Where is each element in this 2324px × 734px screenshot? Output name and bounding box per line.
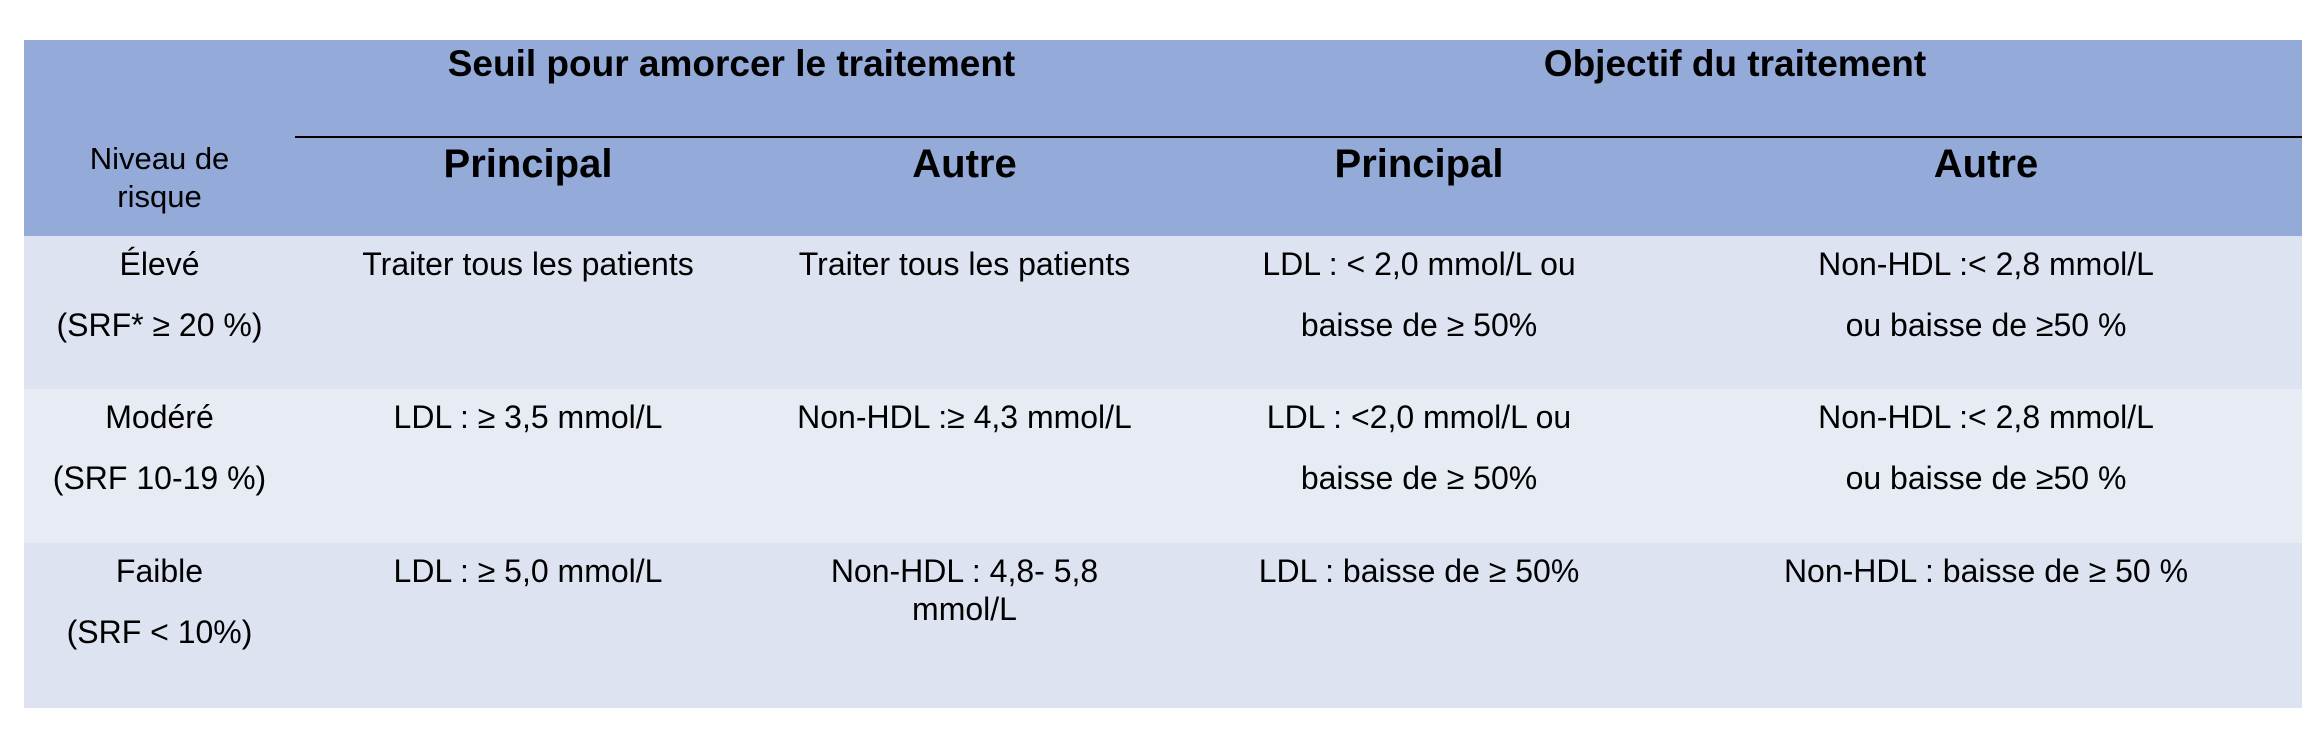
high-objective-principal xyxy=(1168,234,1670,356)
objective-line: Non-HDL :< 2,8 mmol/L xyxy=(1818,399,2154,435)
low-threshold-principal: LDL : ≥ 5,0 mmol/L xyxy=(393,553,663,589)
objective-line: ou baisse de ≥50 % xyxy=(1845,460,2127,496)
header-divider-line xyxy=(295,136,2302,138)
objective-principal-header: Principal xyxy=(1334,142,1504,186)
risk-level-header-line1: Niveau de xyxy=(89,141,230,176)
low-threshold-other xyxy=(761,552,1168,628)
high-threshold-principal: Traiter tous les patients xyxy=(362,246,694,282)
objective-line: ou baisse de ≥50 % xyxy=(1845,307,2127,343)
moderate-objective-principal xyxy=(1168,387,1670,509)
risk-level-score: (SRF* ≥ 20 %) xyxy=(56,307,263,343)
risk-level-score: (SRF < 10%) xyxy=(66,614,253,650)
risk-level-name: Modéré xyxy=(105,399,214,435)
risk-level-header-line2: risque xyxy=(117,179,202,214)
objective-line: LDL : < 2,0 mmol/L ou xyxy=(1262,246,1576,282)
moderate-threshold-other: Non-HDL :≥ 4,3 mmol/L xyxy=(797,399,1132,435)
objective-line: Non-HDL :< 2,8 mmol/L xyxy=(1818,246,2154,282)
objective-line: LDL : <2,0 mmol/L ou xyxy=(1266,399,1572,435)
threshold-group-header: Seuil pour amorcer le traitement xyxy=(447,43,1016,84)
threshold-other-header: Autre xyxy=(912,142,1017,186)
moderate-objective-other xyxy=(1670,387,2302,509)
objective-group-header: Objectif du traitement xyxy=(1543,43,1927,84)
table-row-moderate-risk-level xyxy=(24,387,295,509)
lipid-treatment-table xyxy=(24,40,2302,708)
objective-line: baisse de ≥ 50% xyxy=(1300,307,1538,343)
objective-other-header: Autre xyxy=(1933,142,2039,186)
moderate-threshold-principal: LDL : ≥ 3,5 mmol/L xyxy=(393,399,663,435)
risk-level-name: Élevé xyxy=(119,246,200,282)
low-objective-principal: LDL : baisse de ≥ 50% xyxy=(1258,553,1580,589)
table-row-low-risk-level xyxy=(24,541,295,663)
risk-level-header xyxy=(24,140,295,216)
threshold-principal-header: Principal xyxy=(443,142,613,186)
low-objective-other: Non-HDL : baisse de ≥ 50 % xyxy=(1783,553,2189,589)
high-objective-other xyxy=(1670,234,2302,356)
threshold-line: Non-HDL : 4,8- 5,8 xyxy=(830,553,1099,589)
threshold-line: mmol/L xyxy=(912,591,1017,627)
risk-level-name: Faible xyxy=(115,553,204,589)
objective-line: baisse de ≥ 50% xyxy=(1300,460,1538,496)
table-row-high-risk-level xyxy=(24,234,295,356)
high-threshold-other: Traiter tous les patients xyxy=(798,246,1131,282)
risk-level-score: (SRF 10-19 %) xyxy=(52,460,267,496)
